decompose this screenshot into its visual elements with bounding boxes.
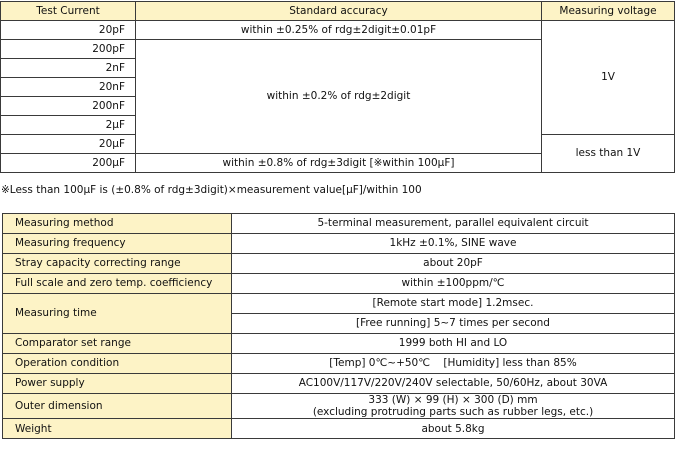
- spec-label: Stray capacity correcting range: [3, 254, 232, 274]
- spec-value: [Free running] 5~7 times per second: [232, 314, 675, 334]
- spec-value: [Temp] 0℃~+50℃ [Humidity] less than 85%: [232, 354, 675, 374]
- spec-label: Operation condition: [3, 354, 232, 374]
- spec-label: Full scale and zero temp. coefficiency: [3, 274, 232, 294]
- range-cell: 200pF: [1, 40, 136, 59]
- range-cell: 20nF: [1, 78, 136, 97]
- spec-value: about 20pF: [232, 254, 675, 274]
- range-cell: 2μF: [1, 116, 136, 135]
- spec-label: Power supply: [3, 374, 232, 394]
- header-measuring-voltage: Measuring voltage: [542, 2, 675, 21]
- range-cell: 20pF: [1, 21, 136, 40]
- range-cell: 200nF: [1, 97, 136, 116]
- table-row: [3, 234, 675, 254]
- footnote: ※Less than 100μF is (±0.8% of rdg±3digit)×measurement value[μF]/within 100: [1, 184, 422, 196]
- table-row: [3, 214, 675, 234]
- table-row: [3, 254, 675, 274]
- spec-label: Comparator set range: [3, 334, 232, 354]
- spec-label: Measuring method: [3, 214, 232, 234]
- dimension-line-2: (excluding protruding parts such as rubber legs, etc.): [312, 406, 594, 419]
- spec-value: within ±100ppm/℃: [232, 274, 675, 294]
- header-test-current: Test Current: [1, 2, 136, 21]
- spec-value: 5-terminal measurement, parallel equivalent circuit: [232, 214, 675, 234]
- spec-value: 1kHz ±0.1%, SINE wave: [232, 234, 675, 254]
- spec-value: [232, 394, 675, 419]
- table-row: [3, 334, 675, 354]
- table-row: [3, 354, 675, 374]
- spec-table: [2, 213, 675, 439]
- spec-label: Measuring time: [3, 294, 232, 334]
- range-cell: 200μF: [1, 154, 136, 173]
- table-row: [3, 274, 675, 294]
- range-cell: 20μF: [1, 135, 136, 154]
- accuracy-cell: within ±0.25% of rdg±2digit±0.01pF: [136, 21, 542, 40]
- table-row: [3, 374, 675, 394]
- header-standard-accuracy: Standard accuracy: [136, 2, 542, 21]
- spec-label: Measuring frequency: [3, 234, 232, 254]
- table-row: [3, 394, 675, 419]
- table-row: [3, 294, 675, 314]
- spec-label: Outer dimension: [3, 394, 232, 419]
- accuracy-table: [0, 1, 675, 173]
- accuracy-cell: within ±0.8% of rdg±3digit [※within 100μF]: [136, 154, 542, 173]
- table-row: [3, 419, 675, 439]
- accuracy-header-row: [1, 2, 675, 21]
- voltage-cell: 1V: [542, 21, 675, 135]
- spec-value: about 5.8kg: [232, 419, 675, 439]
- spec-value: [Remote start mode] 1.2msec.: [232, 294, 675, 314]
- spec-label: Weight: [3, 419, 232, 439]
- spec-value: AC100V/117V/220V/240V selectable, 50/60Hz, about 30VA: [232, 374, 675, 394]
- dimension-line-1: 333 (W) × 99 (H) × 300 (D) mm: [368, 394, 538, 406]
- spec-value: 1999 both HI and LO: [232, 334, 675, 354]
- accuracy-cell: within ±0.2% of rdg±2digit: [136, 40, 542, 154]
- table-row: [1, 21, 675, 40]
- range-cell: 2nF: [1, 59, 136, 78]
- voltage-cell: less than 1V: [542, 135, 675, 173]
